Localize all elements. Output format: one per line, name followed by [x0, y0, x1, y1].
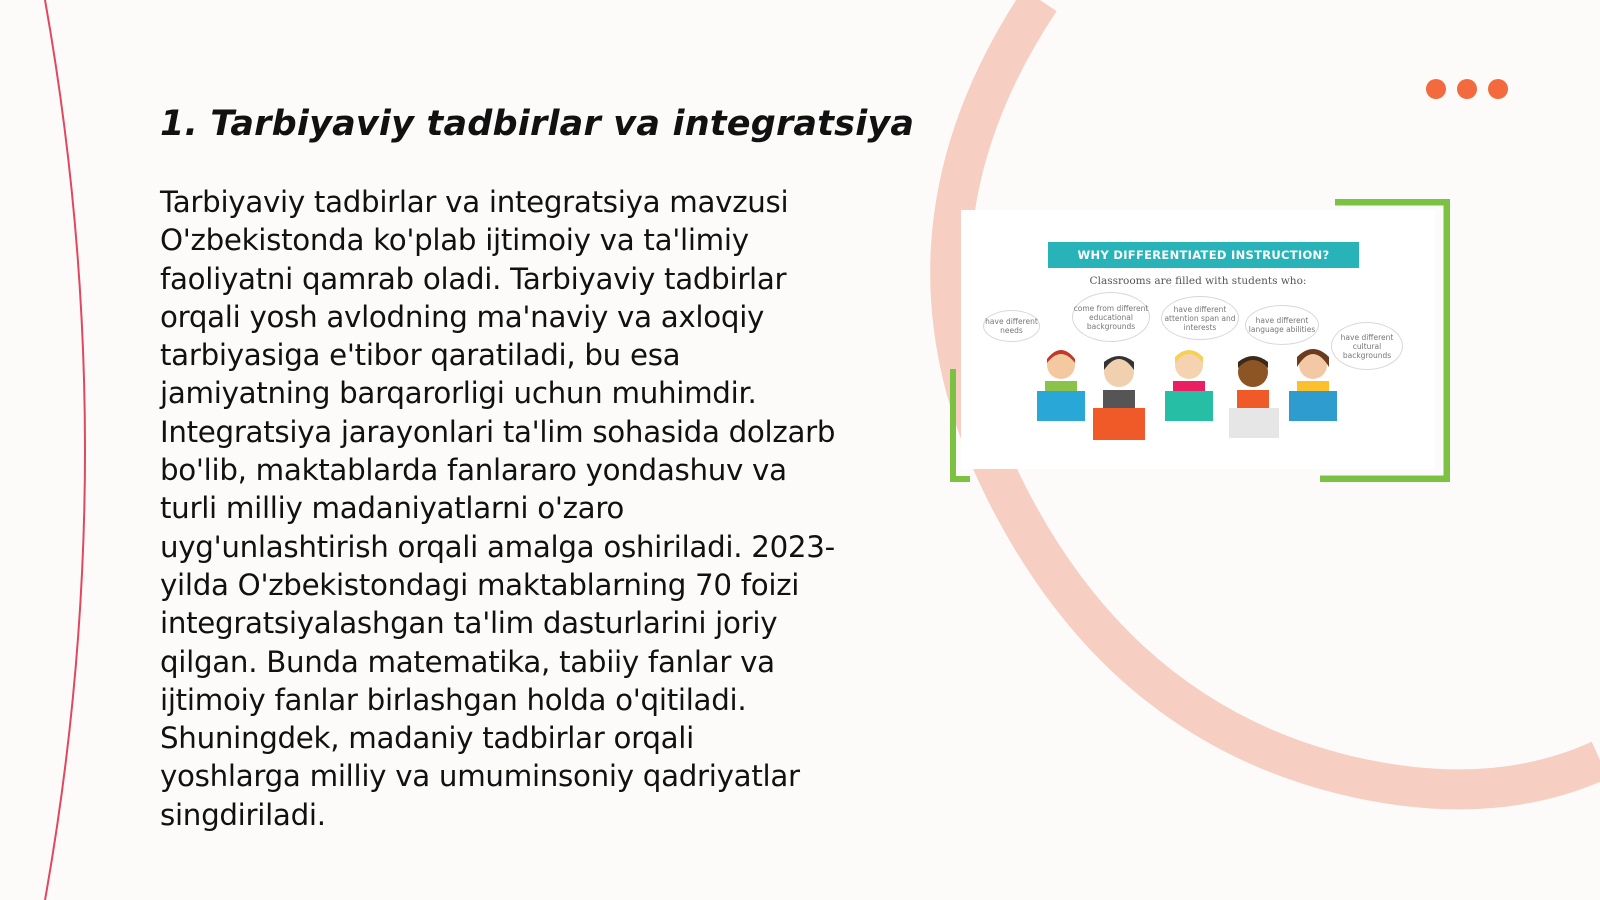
dot: [1488, 79, 1508, 99]
slide-title: 1. Tarbiyaviy tadbirlar va integratsiya: [160, 104, 915, 144]
image-content: [961, 210, 1435, 469]
student-illustration: [1283, 345, 1343, 425]
dot: [1457, 79, 1477, 99]
image-banner: WHY DIFFERENTIATED INSTRUCTION?: [1048, 242, 1359, 268]
student-illustration: [1221, 350, 1286, 445]
slide-body-text: Tarbiyaviy tadbirlar va integratsiya mavzusi O'zbekistonda ko'plab ijtimoiy va ta'limiy faoliyatni qamrab oladi. Tarbiyaviy tadbirlar orqali yosh avlodning ma'naviy va axloqiy tarbiyasiga e'tibor qaratiladi, bu esa jamiyatning barqarorligi uchun muhimdir. Integratsiya jarayonlari ta'lim sohasida dolzarb bo'lib, maktablarda fanlararo yondashuv va turli milliy madaniyatlarni o'zaro uyg'unlashtirish orqali amalga oshiriladi. 2023-yilda O'zbekistondagi maktablarning 70 foizi integratsiyalashgan ta'lim dasturlarini joriy qilgan. Bunda matematika, tabiiy fanlar va ijtimoiy fanlar birlashgan holda o'qitiladi. Shuningdek, madaniy tadbirlar orqali yoshlarga milliy va umuminsoniy qadriyatlar singdiriladi.: [160, 185, 836, 832]
student-illustration: [1159, 345, 1219, 425]
differentiated-instruction-image: [950, 199, 1450, 482]
speech-bubble: have different language abilities: [1245, 305, 1319, 345]
speech-bubble: have different cultural backgrounds: [1331, 322, 1403, 370]
left-curve-line: [45, 0, 85, 900]
speech-bubble: have different attention span and interests: [1161, 296, 1239, 340]
student-illustration: [1031, 345, 1091, 425]
dot: [1426, 79, 1446, 99]
three-dots-decoration: [1426, 79, 1508, 99]
speech-bubble: have different needs: [983, 310, 1040, 342]
student-illustration: [1089, 350, 1149, 445]
image-subtitle: Classrooms are filled with students who:: [1089, 275, 1307, 287]
speech-bubble: come from different educational backgrounds: [1072, 292, 1150, 342]
